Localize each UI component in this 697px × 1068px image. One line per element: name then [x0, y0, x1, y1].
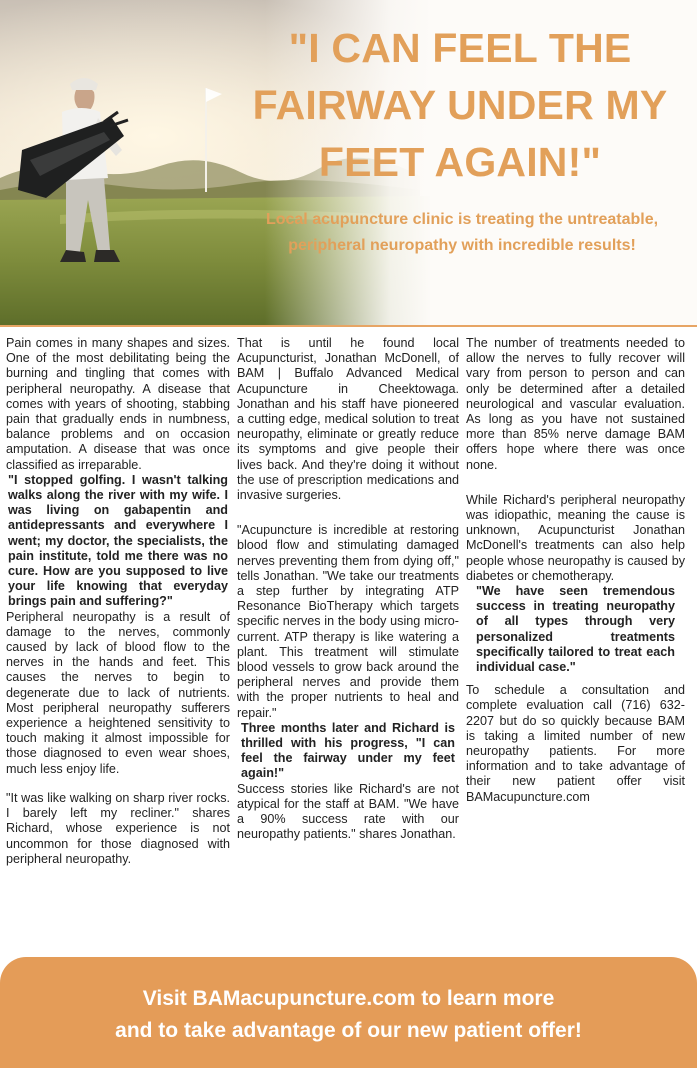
article-column-3	[466, 336, 685, 805]
pull-quote: Three months later and Richard is thrilled with his progress, "I can feel the fairway under my feet again!"	[241, 720, 455, 781]
pull-quote: "We have seen tremendous success in treating neuropathy of all types through very personalized treatments specifically tailored to treat each individual case."	[476, 584, 675, 675]
page-subheadline: Local acupuncture clinic is treating the untreatable, peripheral neuropathy with incredible results!	[265, 211, 659, 254]
paragraph: To schedule a consultation and complete evaluation call (716) 632-2207 but do so quickly because BAM is taking a limited number of new neuropathy patients. For more information and to take advantage of their new patient offer visit BAMacupuncture.com	[466, 683, 685, 804]
section-divider	[0, 325, 697, 327]
call-to-action-banner	[0, 957, 697, 1068]
article-column-2	[237, 336, 459, 843]
pull-quote: "I stopped golfing. I wasn't talking walks along the river with my wife. I was living on gabapentin and antidepressants and everywhere I went; my doctor, the specialists, the pain institute, told me there was no cure. How are you supposed to live your life knowing that everyday brings pain and suffering?"	[8, 472, 228, 609]
paragraph: While Richard's peripheral neuropathy was idiopathic, meaning the cause is unknown, Acupuncturist Jonathan McDonell's treatments can also help people whose neuropathy is caused by diabetes or chemotherapy.	[466, 492, 685, 583]
paragraph: The number of treatments needed to allow the nerves to fully recover will vary from person to person and can only be determined after a detailed neurological and vascular evaluation. As long as you have not sustained more than 85% nerve damage BAM offers hope where there was once none.	[466, 336, 685, 472]
paragraph: "It was like walking on sharp river rocks. I barely left my recliner." shares Richard, whose experience is not uncommon for those diagnosed with peripheral neuropathy.	[6, 790, 230, 866]
page-headline: "I CAN FEEL THE FAIRWAY UNDER MY FEET AGAIN!"	[252, 25, 668, 185]
paragraph: Peripheral neuropathy is a result of damage to the nerves, commonly caused by lack of blood flow to the nerves in the hands and feet. This causes the nerves to begin to degenerate due to lack of nutrients. Most peripheral neuropathy sufferers experience a heightened sensitivity to touch making it almost impossible for those diagnosed to even wear shoes, much less enjoy life.	[6, 609, 230, 776]
hero-section	[0, 0, 697, 325]
paragraph: Pain comes in many shapes and sizes. One of the most debilitating being the burning and tingling that comes with peripheral neuropathy. A disease that comes with years of shooting, stabbing pain that gradually ends in numbness, balance problems and on occasion amputation. A disease that was once classified as irreparable.	[6, 336, 230, 472]
paragraph: Success stories like Richard's are not atypical for the staff at BAM. "We have a 90% success rate with our neuropathy patients." shares Jonathan.	[237, 781, 459, 842]
banner-line-1: Visit BAMacupuncture.com to learn more	[142, 987, 555, 1010]
paragraph: That is until he found local Acupuncturist, Jonathan McDonell, of BAM | Buffalo Advanced Medical Acupuncture in Cheektowaga. Jonathan and his staff have pioneered a cutting edge, medical solution to treat neuropathy, eliminate or greatly reduce its symptoms and give people their lives back. And they're doing it without the use of prescription medications and invasive surgeries.	[237, 336, 459, 503]
banner-line-2: and to take advantage of our new patient offer!	[115, 1019, 582, 1042]
article-column-1	[6, 336, 230, 867]
paragraph: "Acupuncture is incredible at restoring blood flow and stimulating damaged nerves preventing them from dying off," tells Jonathan. "We take our treatments a step further by integrating ATP Resonance BioTherapy which targets specific nerves in the body using micro-current. ATP therapy is like watering a plant. This treatment will stimulate blood vessels to grow back around the peripheral nerves and provide them with the proper nutrients to heal and repair."	[237, 523, 459, 720]
banner-text	[20, 983, 677, 1047]
